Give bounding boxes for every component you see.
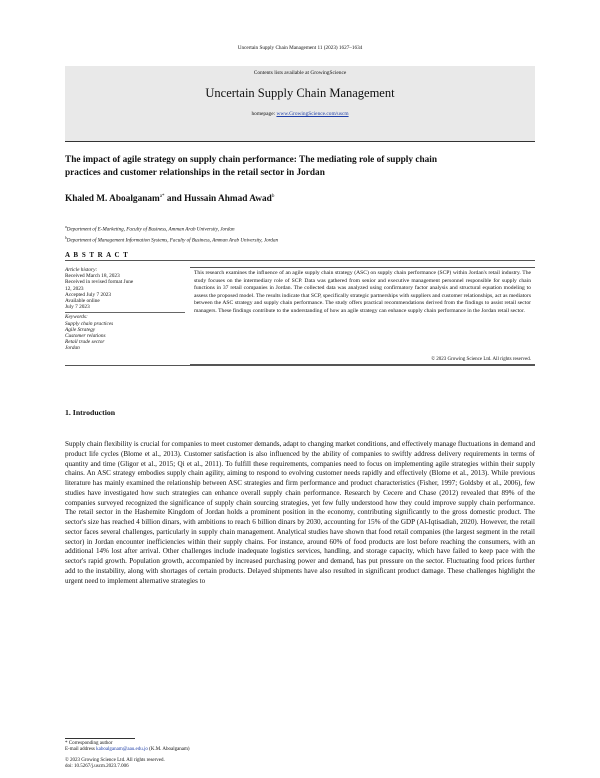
history-line: Accepted July 7 2023 [65,291,112,298]
homepage-link[interactable]: www.GrowingScience.com/uscm [276,111,349,117]
corresponding-note: * Corresponding author [65,741,113,746]
abstract-bottom-divider [65,365,535,366]
keyword: Supply chain practices [65,320,114,327]
article-title-line-1: The impact of agile strategy on supply chain performance: The mediating role of supply chain [65,155,438,165]
article-info [65,267,185,363]
section-heading: 1. Introduction [65,408,116,417]
email-owner: (K.M. Aboalganam) [149,747,190,752]
running-head: Uncertain Supply Chain Management 11 (2023) 1627–1634 [237,45,363,51]
header-divider [65,141,535,142]
author-name: Hussain Ahmad Awad [184,194,272,205]
keyword: Customer relations [65,332,106,339]
history-line: Received in revised format June [65,279,134,286]
author-list [65,194,535,204]
email-note [65,747,190,752]
affiliation-mark: a [65,225,67,229]
affiliation-text: Department of E-Marketing, Faculty of Business, Amman Arab University, Jordan [66,226,235,233]
author-name: Khaled M. Aboalganam [65,194,160,205]
article-title [65,154,535,179]
doi: doi: 10.5267/j.uscm.2023.7.006 [65,764,129,769]
affiliation-mark: b [65,236,67,240]
article-title-line-2: practices and customer relationships in the retail sector in Jordan [65,167,325,178]
keyword: Retail trade sector [65,339,105,346]
author-mark: a* [159,194,165,199]
affiliation-b [65,236,535,244]
footnote-divider [65,738,135,739]
journal-header-box [65,66,535,141]
author-mark: b [271,194,275,199]
email-link[interactable]: kaboalganam@aau.edu.jo [96,747,148,752]
abstract-text: This research examines the influence of an agile supply chain strategy (ASC) on supply chain performance (SCP) within Jordan's retail industry. The study focuses on the intermediary role of SCP. Data was gathered from senior and executive management personnel responsible for supply chain functions in 37 retail companies in Jordan. The collected data was analyzed using confirmatory factor analysis and structural equation modeling to assess the proposed model. The results indicate that SCP, specifically strategic partnerships with suppliers and customer relationships, act as mediators between the ASC strategy and supply chain performance. The study offers practical recommendations derived from the findings to assist retail sector managers. These findings contribute to the understanding of how an agile strategy can enhance supply chain performance in the Jordan retail sector. [194,270,532,314]
history-line: 12, 2023 [65,285,84,292]
affiliation-a [65,225,535,233]
abstract-divider [65,260,535,261]
homepage-line [65,111,535,117]
abstract-heading: A B S T R A C T [65,251,129,259]
homepage-label: homepage: [251,111,276,117]
history-label: Article history: [65,267,98,273]
email-label: E-mail address [65,747,95,752]
affiliation-text: Department of Management Information Systems, Faculty of Business, Amman Arab University, Jordan [66,237,279,244]
footer-copyright: © 2023 Growing Science Ltd. All rights reserved. [65,758,165,763]
journal-title: Uncertain Supply Chain Management [205,86,395,100]
keywords-label: Keywords: [65,314,88,321]
abstract-box [190,267,535,365]
contents-line: Contents lists available at GrowingScience [253,70,347,76]
history-line: Received March 18, 2023 [65,273,120,280]
info-separator [65,312,185,313]
body-paragraph: Supply chain flexibility is crucial for companies to meet customer demands, adapt to changing market conditions, and effectively manage fluctuations in demand and product life cycles (Blome et al., 2013). Customer satisfaction is also influenced by the ability of companies to swiftly address delivery requirements in terms of quantity and time (Gligor et al., 2015; Qi et al., 2011). To fulfill these requirements, companies need to focus on implementing agile strategies within their supply chains. An ASC strategy embodies supply chain agility, aiming to respond to evolving customer needs rapidly and effectively (Blome et al., 2013). While previous literature has mainly examined the relationship between ASC strategies and firm performance and product characteristics (Fisher, 1997; Goldsby et al., 2006), few studies have investigated how such strategies can enhance overall supply chain performance. Research by Cecere and Chase (2012) revealed that 89% of the companies surveyed recognized the significance of supply chain sourcing strategies, yet few fully understood how they could improve supply chain performance. The retail sector in the Hashemite Kingdom of Jordan holds a prominent position in the economy, contributing significantly to the gross domestic product. The sector's size has reached 4 billion dinars, with ambitions to reach 6 billion dinars by 2030, accounting for 15% of the GDP (Al-Iqtisadiah, 2020). However, the retail sector faces several challenges, particularly in supply chain management. Analytical studies have shown that food retail companies (the largest segment in the retail sector) in Jordan encounter inefficiencies within their supply chains. For instance, around 60% of food products are lost before reaching the consumers, with an additional 14% lost after arrival. Other challenges include inadequate logistics services, handling, and storage capacity, which have failed to keep pace with the sector's rapid growth. Population growth, accompanied by increased purchasing power and demand, has put pressure on the sector. Fluctuating food prices further add to the instability, along with shortages of certain products. Delayed shipments have also resulted in significant product damage. These challenges highlight the urgent need to implement alternative strategies to [65,440,535,585]
history-line: Available online [65,297,100,304]
abstract-copyright: © 2023 Growing Science Ltd. All rights reserved. [431,357,531,362]
history-line: July 7 2023 [65,304,90,311]
keyword: Agile Strategy [65,326,96,333]
keyword: Jordan [65,345,80,352]
author-join: and [164,194,185,205]
